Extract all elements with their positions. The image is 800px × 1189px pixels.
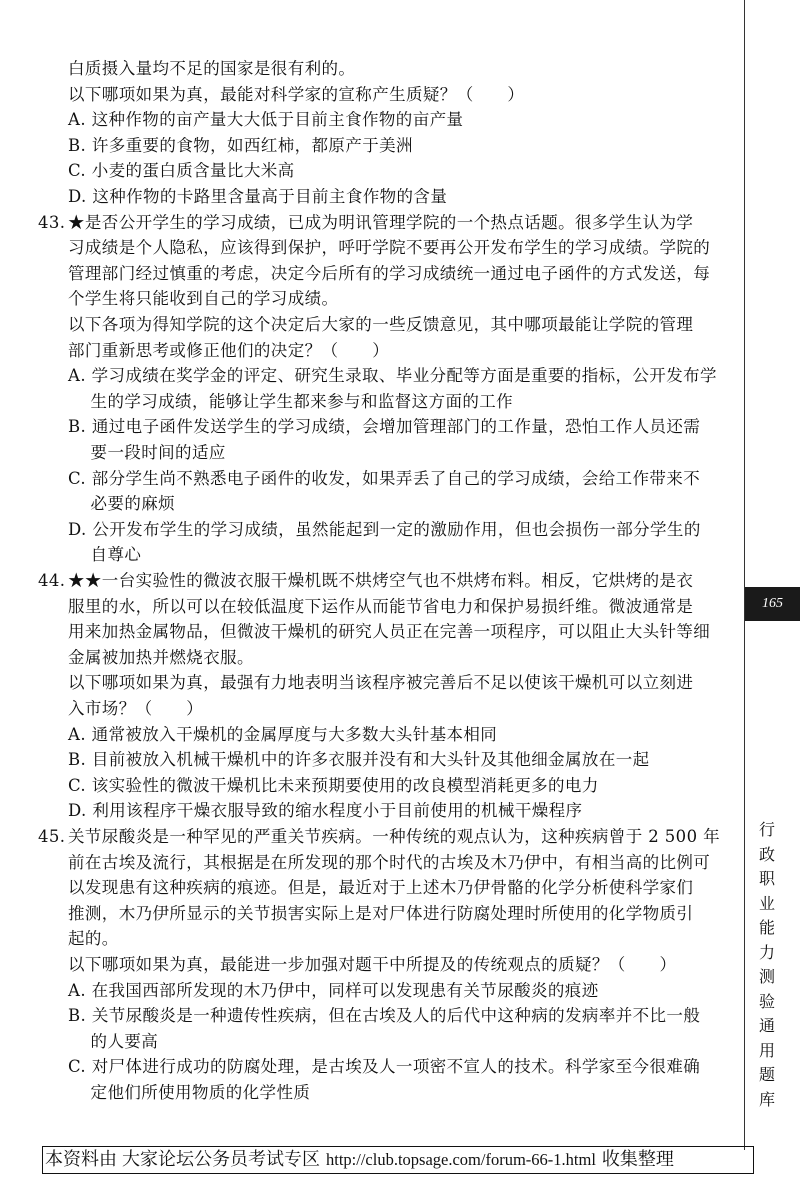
question-number: 45. — [38, 827, 66, 846]
text-line — [68, 263, 710, 285]
text-line — [68, 596, 693, 618]
text-line — [68, 877, 693, 899]
text-line — [68, 365, 717, 387]
line-text: A. 在我国西部所发现的木乃伊中，同样可以发现患有关节尿酸炎的痕迹 — [68, 980, 599, 1000]
footer-prefix: 本资料由 大家论坛公务员考试专区 — [45, 1149, 320, 1169]
line-text: D. 利用该程序干燥衣服导致的缩水程度小于目前使用的机械干燥程序 — [68, 801, 583, 821]
line-text: 以下哪项如果为真，最强有力地表明当该程序被完善后不足以使该干燥机可以立刻进 — [68, 673, 694, 693]
margin-rule — [744, 0, 745, 1150]
line-text: 习成绩是个人隐私，应该得到保护，呼吁学院不要再公开发布学生的学习成绩。学院的 — [68, 238, 711, 258]
line-text: B. 通过电子函件发送学生的学习成绩，会增加管理部门的工作量，恐怕工作人员还需 — [68, 417, 701, 437]
line-text: 用来加热金属物品，但微波干燥机的研究人员正在完善一项程序，可以阻止大头针等细 — [68, 622, 711, 642]
text-line — [68, 775, 599, 797]
text-line — [68, 954, 676, 976]
line-text: B. 许多重要的食物，如西红柿，都原产于美洲 — [68, 135, 413, 155]
text-line — [68, 852, 710, 874]
text-line — [68, 442, 226, 464]
line-text: 定他们所使用物质的化学性质 — [68, 1083, 311, 1102]
footer-banner — [42, 1146, 754, 1174]
question-number: 44. — [38, 571, 66, 590]
line-text: A. 学习成绩在奖学金的评定、研究生录取、毕业分配等方面是重要的指标，公开发布学 — [68, 366, 717, 386]
question-number: 43. — [38, 212, 66, 232]
line-text: 服里的水，所以可以在较低温度下运作从而能节省电力和保护易损纤维。微波通常是 — [68, 596, 694, 616]
text-line — [68, 621, 710, 643]
page-number: 165 — [762, 596, 783, 611]
text-line — [68, 58, 355, 80]
text-line — [68, 340, 389, 362]
line-text: 管理部门经过慎重的考虑，决定今后所有的学习成绩统一通过电子函件的方式发送，每 — [68, 263, 711, 283]
line-text: 起的。 — [68, 929, 119, 949]
footer-suffix: 收集整理 — [601, 1149, 674, 1169]
text-line — [68, 749, 650, 771]
line-text: B. 目前被放入机械干燥机中的许多衣服并没有和大头针及其他细金属放在一起 — [68, 750, 650, 770]
text-line — [68, 928, 119, 950]
text-line — [68, 1082, 310, 1104]
line-text: 前在古埃及流行，其根据是在所发现的那个时代的古埃及木乃伊中，有相当高的比例可 — [68, 852, 711, 872]
line-text: 个学生将只能收到自己的学习成绩。 — [68, 289, 339, 309]
side-title: 行政职业能力测验通用题库 — [758, 820, 775, 1109]
text-line — [68, 903, 693, 925]
line-text: ★★一台实验性的微波衣服干燥机既不烘烤空气也不烘烤布料。相反，它烘烤的是衣 — [68, 571, 694, 590]
line-text: C. 该实验性的微波干燥机比未来预期要使用的改良模型消耗更多的电力 — [68, 775, 599, 795]
text-line — [68, 416, 700, 438]
line-text: 入市场？（ ） — [68, 699, 204, 718]
text-line — [68, 544, 141, 566]
text-line — [68, 493, 175, 515]
line-text: A. 这种作物的亩产量大大低于目前主食作物的亩产量 — [68, 110, 464, 130]
line-text: C. 小麦的蛋白质含量比大米高 — [68, 161, 295, 181]
page-number-tab — [745, 587, 800, 621]
text-line — [68, 135, 413, 157]
line-text: 关节尿酸炎是一种罕见的严重关节疾病。一种传统的观点认为，这种疾病曾于 2 500 年 — [68, 827, 721, 846]
line-text: 以下哪项如果为真，最能对科学家的宣称产生质疑？（ ） — [68, 84, 525, 104]
text-line — [68, 980, 599, 1002]
line-text: C. 对尸体进行成功的防腐处理，是古埃及人一项密不宣人的技术。科学家至今很难确 — [68, 1057, 701, 1077]
line-text: ★是否公开学生的学习成绩，已成为明讯管理学院的一个热点话题。很多学生认为学 — [68, 212, 694, 232]
line-text: 白质摄入量均不足的国家是很有利的。 — [68, 59, 356, 78]
text-line — [68, 1056, 700, 1078]
line-text: 金属被加热并燃烧衣服。 — [68, 647, 254, 667]
line-text: 部门重新思考或修正他们的决定？（ ） — [68, 340, 390, 360]
text-line — [68, 109, 463, 131]
line-text: 要一段时间的适应 — [68, 443, 226, 462]
text-line — [68, 800, 582, 822]
text-line — [68, 186, 447, 208]
text-line — [68, 647, 254, 669]
line-text: 生的学习成绩，能够让学生都来参与和监督这方面的工作 — [68, 391, 514, 411]
line-text: 以下各项为得知学院的这个决定后大家的一些反馈意见，其中哪项最能让学院的管理 — [68, 315, 694, 334]
text-line — [68, 1031, 158, 1053]
line-text: C. 部分学生尚不熟悉电子函件的收发，如果弄丢了自己的学习成绩，会给工作带来不 — [68, 468, 701, 488]
line-text: B. 关节尿酸炎是一种遗传性疾病，但在古埃及人的后代中这种病的发病率并不比一般 — [68, 1006, 701, 1026]
text-line — [68, 672, 693, 694]
footer-url[interactable]: http://club.topsage.com/forum-66-1.html — [326, 1150, 596, 1169]
text-line — [68, 314, 693, 336]
text-line — [68, 468, 700, 490]
line-text: 的人要高 — [68, 1031, 159, 1051]
text-line — [68, 84, 524, 106]
text-line — [68, 519, 701, 541]
line-text: D. 这种作物的卡路里含量高于目前主食作物的含量 — [68, 187, 448, 206]
text-line — [68, 237, 710, 259]
line-text: 必要的麻烦 — [68, 494, 176, 514]
text-line — [68, 724, 497, 746]
line-text: 自尊心 — [68, 545, 142, 565]
line-text: 以下哪项如果为真，最能进一步加强对题干中所提及的传统观点的质疑？（ ） — [68, 955, 677, 974]
text-line — [68, 288, 338, 310]
text-line — [68, 391, 513, 413]
line-text: D. 公开发布学生的学习成绩，虽然能起到一定的激励作用，但也会损伤一部分学生的 — [68, 519, 701, 539]
line-text: 推测，木乃伊所显示的关节损害实际上是对尸体进行防腐处理时所使用的化学物质引 — [68, 903, 694, 923]
text-line — [38, 212, 693, 234]
line-text: 以发现患有这种疾病的痕迹。但是，最近对于上述木乃伊骨骼的化学分析使科学家们 — [68, 878, 694, 898]
text-line — [68, 160, 295, 182]
line-text: A. 通常被放入干燥机的金属厚度与大多数大头针基本相同 — [68, 724, 498, 744]
text-line — [68, 698, 203, 720]
text-line — [38, 826, 720, 848]
text-line — [38, 570, 693, 592]
text-line — [68, 1005, 700, 1027]
